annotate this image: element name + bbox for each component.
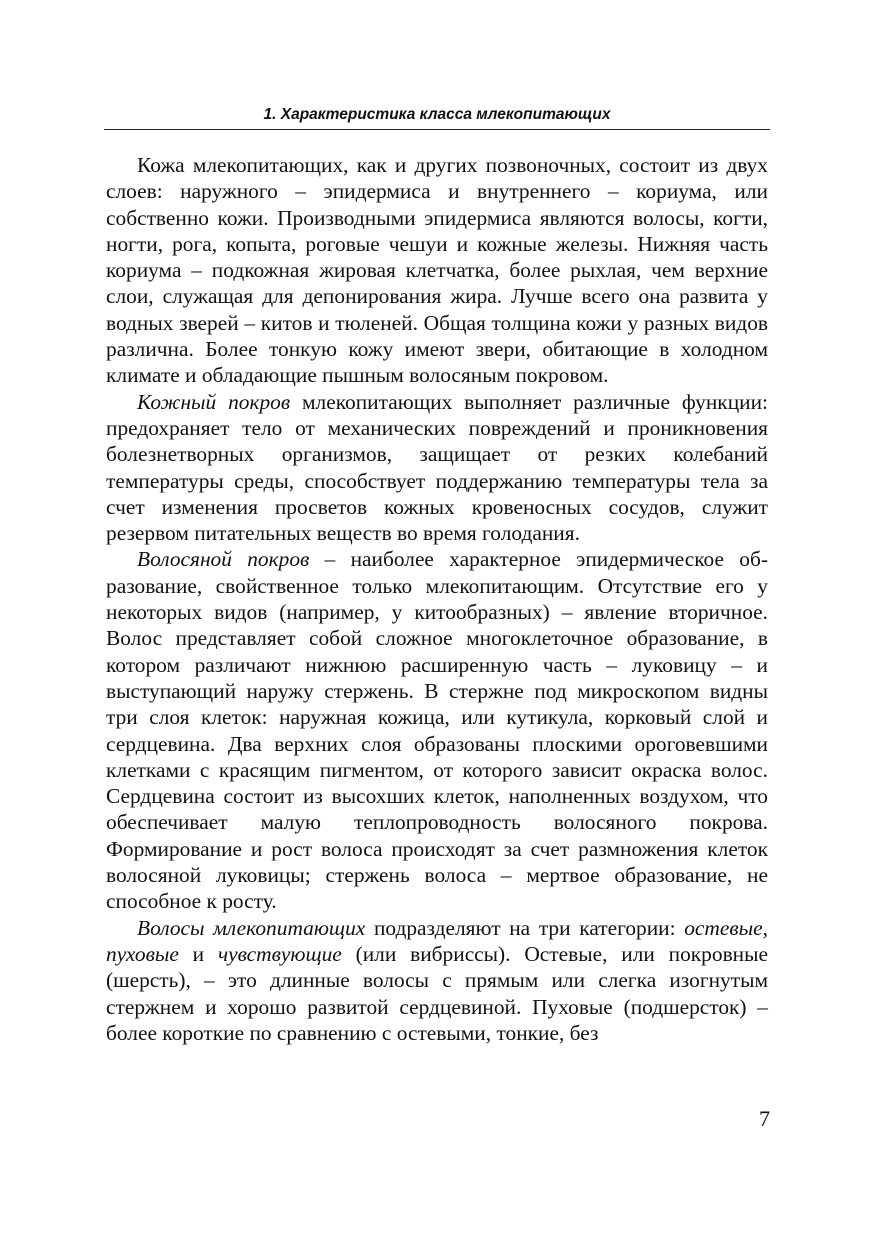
term-guard-hairs: остевые xyxy=(684,915,763,940)
paragraph-hair-cover xyxy=(106,546,768,914)
paragraph-skin-cover xyxy=(106,389,768,547)
page-body xyxy=(106,152,768,1046)
paragraph-text: подразделяют на три категории: xyxy=(365,915,685,940)
paragraph-skin-layers: Кожа млекопитающих, как и других позвоночных, состоит из двух слоев: наружного – эпидермиса и внутреннего – кориума, или собственно кожи. Производными эпидермиса являются волосы, когти, ногти, рога, копыта, роговые чешуи и кожные железы. Нижняя часть кориума – подкожная жировая клетчатка, более рыхлая, чем верхние слои, служащая для депонирования жира. Лучше всего она развита у водных зверей – китов и тюленей. Общая толщина кожи у разных видов различна. Более тонкую кожу имеют звери, обитающие в холодном климате и обладающие пышным волосяным покровом. xyxy=(106,153,768,388)
term-sensory-hairs: чувствующие xyxy=(217,941,342,966)
paragraph-text: (или вибриссы). Остевые, или покровные (шерсть), – это длинные волосы с прямым или слегка изогнутым стержнем и хорошо развитой сердцевиной. Пуховые (подшерсток) – более короткие по сравнению с остевыми, тонкие, без xyxy=(106,941,768,1045)
separator-text: , xyxy=(762,915,768,940)
term-mammal-hair: Волосы млекопитающих xyxy=(137,915,366,940)
running-header xyxy=(104,104,770,130)
separator-text: и xyxy=(178,941,218,966)
term-down-hairs: пуховые xyxy=(106,941,179,966)
paragraph-hair-types xyxy=(106,915,768,1046)
page-number: 7 xyxy=(759,1106,770,1131)
chapter-title: 1. Характеристика класса млекопитающих xyxy=(263,106,611,123)
paragraph-text: – наиболее характерное эпидермическое образование, свойственное только млекопитающим. Отсутствие его у некоторых видов (например, у китообразных) – явление вторичное. Волос представляет собой сложное многоклеточное образование, в котором различают нижнюю расширенную часть – луковицу – и выступающий наружу стержень. В стержне под микроскопом видны три слоя клеток: наружная кожица, или кутикула, корковый слой и сердцевина. Два верхних слоя образованы плоскими ороговевшими клетками с красящим пигментом, от которого зависит окраска волос. Сердцевина состоит из высохших клеток, наполненных воздухом, что обеспечивает малую теплопроводность волосяного покрова. Формирование и рост волоса происходят за счет размножения клеток волосяной луковицы; стержень волоса – мертвое образование, не способное к росту. xyxy=(106,547,768,914)
term-hair-cover: Волосяной покров xyxy=(137,547,310,572)
paragraph-text: млекопитающих выполняет различные функции: предохраняет тело от механических повреждений и проникновения болезнетворных организмов, защищает от резких колебаний температуры среды, способствует поддержанию температуры тела за счет изменения просветов кожных кровеносных сосудов, служит резервом питательных веществ во время голодания. xyxy=(106,389,768,546)
term-skin-cover: Кожный покров xyxy=(137,389,291,414)
